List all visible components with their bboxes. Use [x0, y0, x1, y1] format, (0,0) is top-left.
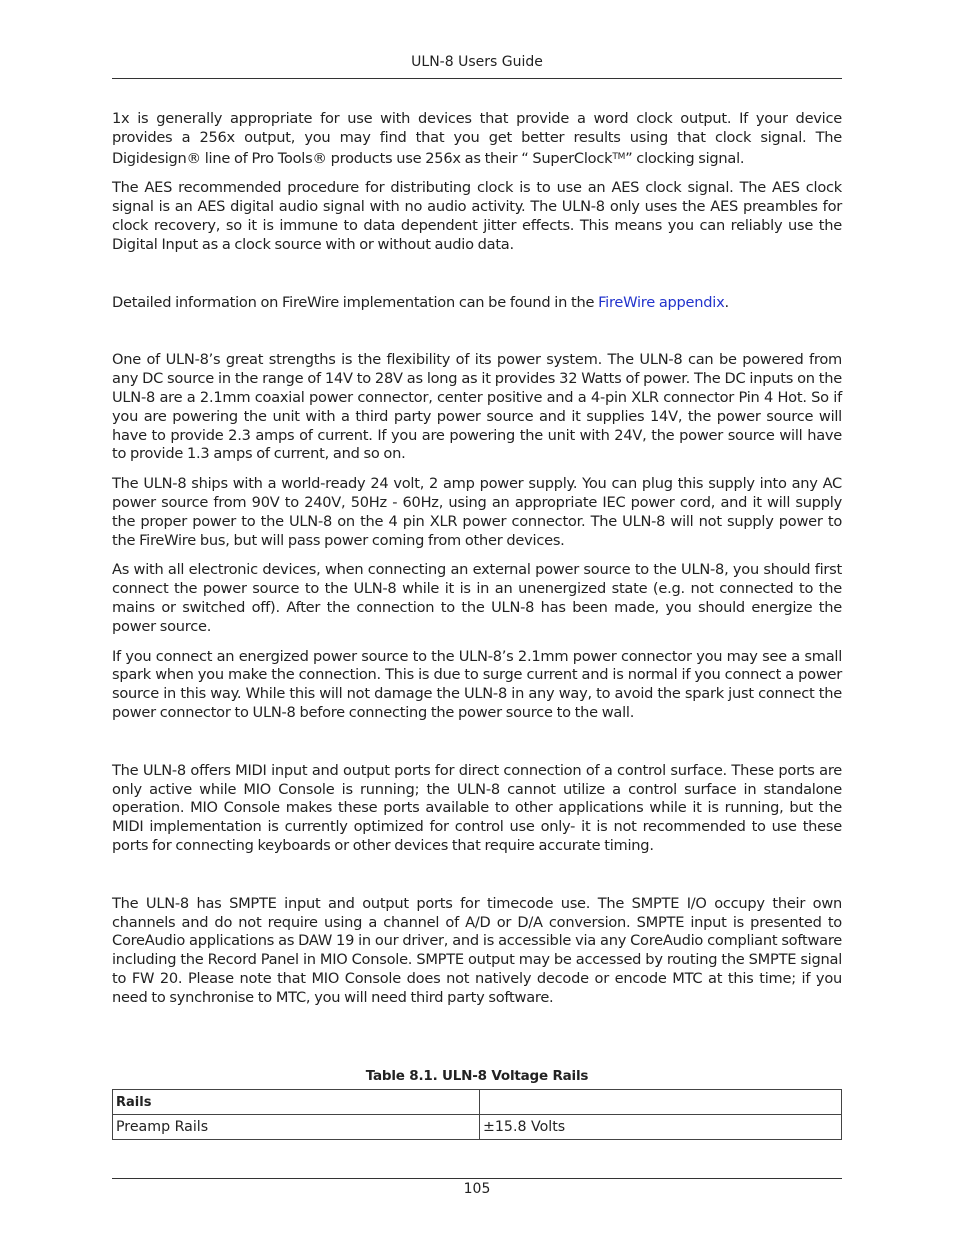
voltage-rails-table — [112, 1089, 842, 1140]
table-cell: ±15.8 Volts — [480, 1115, 842, 1140]
paragraph-text-end: ” clocking signal. — [625, 149, 745, 167]
header-rule — [112, 78, 842, 79]
section-gap — [112, 266, 842, 294]
section-gap — [112, 1018, 842, 1068]
table-caption: Table 8.1. ULN-8 Voltage Rails — [365, 1068, 589, 1085]
paragraph-power-connecting: As with all electronic devices, when connecting an external power source to the ULN-8, you should first connect the power source to the ULN-8 while it is in an unenergized state (e.g. not connected to the mains or switched off). After the connection to the ULN-8 has been made, you should energize the power source. — [112, 561, 842, 635]
paragraph-power-system: One of ULN-8’s great strengths is the flexibility of its power system. The ULN-8 can be powered from any DC source in the range of 14V to 28V as long as it provides 32 Watts of power. The DC inputs on the ULN-8 are a 2.1mm coaxial power connector, center positive and a 4-pin XLR connector Pin 4 Hot. So if you are powering the unit with a third party power source and it supplies 14V, the power source will have to provide 2.3 amps of current. If you are powering the unit with 24V, the power source will have to provide 1.3 amps of current, and so on. — [112, 351, 842, 463]
firewire-appendix-link[interactable]: FireWire appendix — [598, 293, 725, 311]
table-header-cell: Rails — [113, 1090, 480, 1115]
table-row — [113, 1115, 842, 1140]
page-content — [112, 110, 842, 1140]
page-number: 105 — [463, 1181, 491, 1197]
footer-rule — [112, 1178, 842, 1179]
paragraph-text: Detailed information on FireWire implementation can be found in the — [112, 293, 599, 311]
paragraph-text: 1x is generally appropriate for use with devices that provide a word clock output. If your device provides a 256x output, you may find that you get better results using that clock signal. The Digidesign® line of Pro Tools® products use 256x as their “ SuperClock — [112, 110, 842, 167]
trademark-mark: TM — [612, 151, 626, 162]
paragraph-power-supply: The ULN-8 ships with a world-ready 24 volt, 2 amp power supply. You can plug this supply into any AC power source from 90V to 240V, 50Hz - 60Hz, using an appropriate IEC power cord, and it will supply the proper power to the ULN-8 on the 4 pin XLR power connector. The ULN-8 will not supply power to the FireWire bus, but will pass power coming from other devices. — [112, 475, 842, 549]
table-header-cell — [480, 1090, 842, 1115]
paragraph-text-end: . — [724, 293, 729, 311]
section-gap — [112, 867, 842, 895]
paragraph-word-clock — [112, 110, 842, 168]
paragraph-aes-clock: The AES recommended procedure for distributing clock is to use an AES clock signal. The AES clock signal is an AES digital audio signal with no audio activity. The ULN-8 only uses the AES preambles for clock recovery, so it is immune to data dependent jitter effects. This means you can reliably use the Digital Input as a clock source with or without audio data. — [112, 179, 842, 253]
paragraph-midi: The ULN-8 offers MIDI input and output ports for direct connection of a control surface. These ports are only active while MIO Console is running; the ULN-8 cannot utilize a control surface in standalone operation. MIO Console makes these ports available to other applications while it is running, but the MIDI implementation is currently optimized for control use only- it is not recommended to use these ports for connecting keyboards or other devices that require accurate timing. — [112, 761, 842, 854]
paragraph-smpte: The ULN-8 has SMPTE input and output ports for timecode use. The SMPTE I/O occupy their own channels and do not require using a channel of A/D or D/A conversion. SMPTE input is presented to CoreAudio applications as DAW 19 in our driver, and is accessible via any CoreAudio compliant software including the Record Panel in MIO Console. SMPTE output may be accessed by routing the SMPTE signal to FW 20. Please note that MIO Console does not natively decode or encode MTC at this time; if you need to synchronise to MTC, you will need third party software. — [112, 894, 842, 1006]
table-cell: Preamp Rails — [113, 1115, 480, 1140]
running-header: ULN-8 Users Guide — [411, 54, 543, 70]
table-header-row — [113, 1090, 842, 1115]
section-gap — [112, 323, 842, 351]
section-gap — [112, 734, 842, 762]
paragraph-firewire — [112, 294, 842, 313]
paragraph-power-spark: If you connect an energized power source to the ULN-8’s 2.1mm power connector you may see a small spark when you make the connection. This is due to surge current and is normal if you connect a power source in this way. While this will not damage the ULN-8 in any way, to avoid the spark just connect the power connector to ULN-8 before connecting the power source to the wall. — [112, 647, 842, 721]
